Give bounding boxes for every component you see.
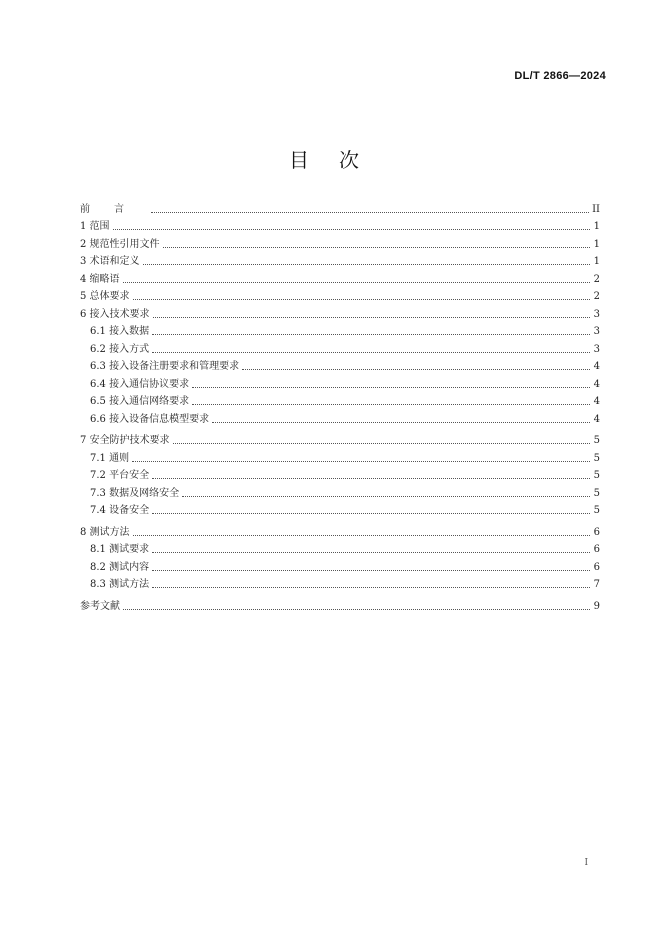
- toc-entry-page: 6: [593, 526, 600, 538]
- toc-entry-label: 4 缩略语: [80, 273, 120, 285]
- toc-leader-dots: [152, 334, 590, 335]
- toc-entry-label: 6.3 接入设备注册要求和管理要求: [90, 361, 240, 372]
- toc-leader-dots: [151, 212, 589, 213]
- toc-leader-dots: [242, 369, 590, 370]
- toc-leader-dots: [123, 282, 590, 283]
- toc-entry-label: 8.1 测试要求: [90, 544, 150, 556]
- toc-entry-label: 7.3 数据及网络安全: [90, 487, 180, 499]
- toc-entry-page: 1: [593, 256, 600, 267]
- toc-subentry[interactable]: [80, 338, 600, 356]
- toc-leader-dots: [163, 247, 590, 248]
- toc-subentry[interactable]: [80, 539, 600, 557]
- toc-subentry[interactable]: [80, 321, 600, 339]
- toc-entry[interactable]: [80, 233, 600, 251]
- toc-entry-label: 6.5 接入通信网络要求: [90, 396, 190, 407]
- toc-entry-label: 5 总体要求: [80, 291, 130, 302]
- toc-subentry[interactable]: [80, 391, 600, 409]
- toc-entry[interactable]: [80, 430, 600, 448]
- toc-entry[interactable]: [80, 198, 600, 216]
- toc-leader-dots: [153, 317, 590, 318]
- toc-leader-dots: [182, 496, 590, 497]
- toc-entry-page: 4: [593, 361, 600, 372]
- toc-entry-page: 4: [593, 413, 600, 425]
- toc-leader-dots: [152, 570, 590, 571]
- toc-leader-dots: [152, 552, 590, 553]
- toc-entry-label: 前言: [80, 203, 148, 215]
- toc-entry-page: 9: [593, 601, 600, 613]
- toc-entry-page: 5: [593, 470, 600, 482]
- toc-entry-page: 3: [593, 343, 600, 355]
- toc-leader-dots: [152, 587, 590, 588]
- toc-entry-page: 2: [593, 291, 600, 302]
- toc-leader-dots: [192, 387, 590, 388]
- toc-entry-label: 参考文献: [80, 601, 120, 613]
- toc-subentry[interactable]: [80, 408, 600, 426]
- toc-entry-page: 1: [593, 221, 600, 232]
- toc-entry[interactable]: [80, 268, 600, 286]
- page-number: I: [584, 858, 588, 868]
- toc-entry-label: 6 接入技术要求: [80, 308, 150, 320]
- toc-entry-page: 5: [593, 487, 600, 499]
- toc-leader-dots: [173, 443, 590, 444]
- toc-entry[interactable]: [80, 251, 600, 269]
- toc-entry[interactable]: [80, 303, 600, 321]
- toc-subentry[interactable]: [80, 556, 600, 574]
- toc-leader-dots: [152, 352, 590, 353]
- toc-entry-label: 8 测试方法: [80, 526, 130, 538]
- toc-entry-label: 8.2 测试内容: [90, 561, 150, 573]
- toc-entry-label: 6.6 接入设备信息模型要求: [90, 413, 210, 425]
- toc-leader-dots: [132, 461, 590, 462]
- toc-leader-dots: [212, 422, 590, 423]
- page-title: 目次: [289, 148, 389, 172]
- toc-entry[interactable]: [80, 286, 600, 304]
- toc-subentry[interactable]: [80, 356, 600, 374]
- toc-subentry[interactable]: [80, 465, 600, 483]
- toc-entry-label: 8.3 测试方法: [90, 579, 150, 591]
- toc-entry[interactable]: [80, 521, 600, 539]
- toc-leader-dots: [192, 404, 590, 405]
- toc-entry-label: 2 规范性引用文件: [80, 238, 160, 250]
- toc-leader-dots: [133, 299, 590, 300]
- toc-leader-dots: [152, 478, 590, 479]
- toc-subentry[interactable]: [80, 447, 600, 465]
- toc-entry-label: 7.4 设备安全: [90, 505, 150, 517]
- toc-leader-dots: [143, 264, 590, 265]
- toc-entry-label: 6.1 接入数据: [90, 326, 150, 337]
- toc-entry-label: 1 范围: [80, 221, 110, 232]
- toc-leader-dots: [152, 513, 590, 514]
- toc-entry-label: 3 术语和定义: [80, 256, 140, 267]
- toc-entry-page: 4: [593, 378, 600, 390]
- toc-entry-page: 4: [593, 396, 600, 407]
- toc-entry-page: 6: [593, 544, 600, 556]
- toc-entry-label: 7.1 通则: [90, 452, 130, 464]
- toc-entry-page: 1: [593, 238, 600, 250]
- toc-entry-page: 2: [593, 273, 600, 285]
- toc-entry-page: 5: [593, 505, 600, 517]
- toc-entry-page: 5: [593, 452, 600, 464]
- toc-entry-page: II: [592, 203, 600, 215]
- toc-entry-label: 7 安全防护技术要求: [80, 435, 170, 447]
- toc-entry[interactable]: [80, 216, 600, 234]
- table-of-contents: [80, 198, 600, 613]
- toc-leader-dots: [133, 535, 590, 536]
- toc-entry-label: 6.2 接入方式: [90, 343, 150, 355]
- toc-subentry[interactable]: [80, 574, 600, 592]
- toc-entry-page: 5: [593, 435, 600, 447]
- toc-subentry[interactable]: [80, 500, 600, 518]
- toc-subentry[interactable]: [80, 482, 600, 500]
- toc-leader-dots: [123, 609, 590, 610]
- toc-leader-dots: [113, 229, 590, 230]
- toc-subentry[interactable]: [80, 373, 600, 391]
- toc-entry-label: 7.2 平台安全: [90, 470, 150, 482]
- toc-entry-page: 3: [593, 308, 600, 320]
- document-code: DL/T 2866—2024: [514, 70, 606, 82]
- toc-entry-page: 7: [593, 579, 600, 591]
- toc-entry[interactable]: [80, 596, 600, 614]
- toc-entry-label: 6.4 接入通信协议要求: [90, 378, 190, 390]
- toc-entry-page: 6: [593, 561, 600, 573]
- toc-entry-page: 3: [593, 326, 600, 337]
